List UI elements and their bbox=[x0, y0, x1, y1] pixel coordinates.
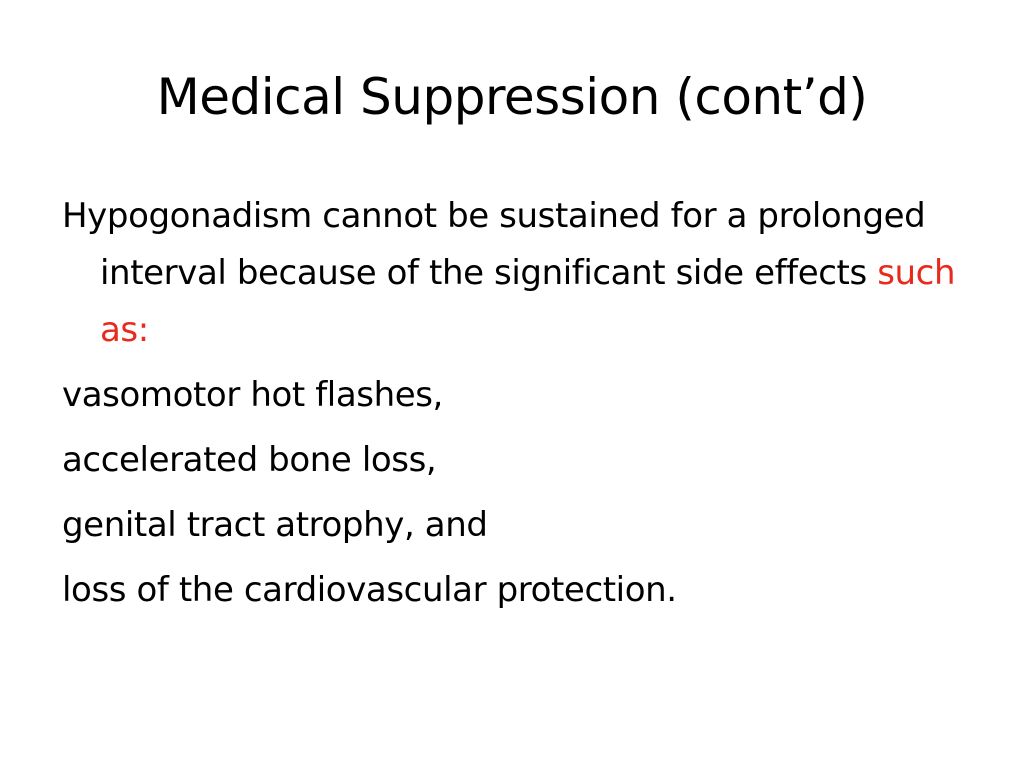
body-paragraph-intro bbox=[62, 188, 962, 359]
slide-title: Medical Suppression (cont’d) bbox=[156, 68, 868, 126]
body-paragraph-atrophy: genital tract atrophy, and bbox=[62, 505, 488, 545]
intro-highlight: such as: bbox=[100, 253, 956, 350]
body-paragraph-hot-flashes: vasomotor hot flashes, bbox=[62, 375, 443, 415]
body-paragraph-cardiovascular: loss of the cardiovascular protection. bbox=[62, 570, 677, 610]
body-paragraph-bone-loss: accelerated bone loss, bbox=[62, 440, 437, 480]
slide-body bbox=[62, 188, 962, 619]
intro-text: Hypogonadism cannot be sustained for a prolonged interval because of the significant side effects bbox=[62, 196, 926, 293]
